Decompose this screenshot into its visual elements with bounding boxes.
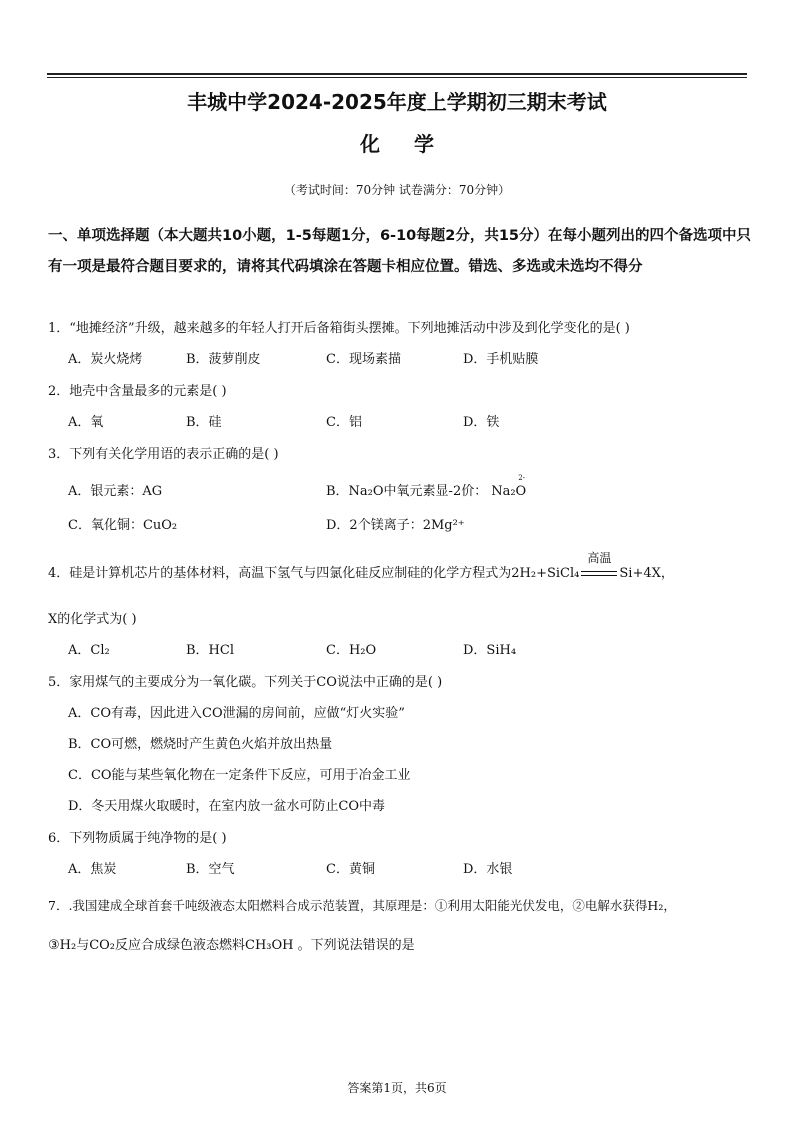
q5-option-b: B．CO可燃，燃烧时产生黄色火焰并放出热量: [68, 737, 333, 752]
header-top-rule: [47, 73, 747, 75]
question-4-stem: [48, 551, 674, 581]
q4-option-a: A．Cl₂: [68, 643, 110, 658]
q5-option-c: C．CO能与某些氧化物在一定条件下反应，可用于冶金工业: [68, 768, 411, 783]
q3-option-a: A．银元素：AG: [68, 484, 163, 499]
q2-option-b: B．硅: [186, 415, 222, 430]
q4-stem-before: 4．硅是计算机芯片的基体材料，高温下氢气与四氯化硅反应制硅的化学方程式为2H₂+SiCl₄: [48, 566, 580, 581]
page-footer: 答案第1页，共6页: [347, 1081, 447, 1095]
q1-option-a: A．炭火烧烤: [68, 352, 143, 367]
q4-option-b: B．HCl: [186, 643, 234, 658]
q3-oxide-formula: Na₂O: [491, 484, 527, 499]
section-heading: 一、单项选择题（本大题共10小题，1-5每题1分，6-10每题2分，共15分）在每小题列出的四个备选项中只有一项是最符合题目要求的，请将其代码填涂在答题卡相应位置。错选、多选或未选均不得分: [48, 228, 752, 275]
exam-info: （考试时间：70分钟 试卷满分：70分钟）: [283, 183, 511, 197]
exam-title: 丰城中学2024-2025年度上学期初三期末考试: [187, 90, 607, 114]
q3-option-c: C．氧化铜：CuO₂: [68, 518, 178, 533]
header-bottom-rule: [47, 77, 747, 78]
q4-option-d: D．SiH₄: [463, 643, 517, 658]
q6-option-a: A．焦炭: [68, 862, 117, 877]
q4-stem-after: Si+4X，: [619, 566, 674, 581]
q1-option-b: B．菠萝削皮: [186, 352, 261, 367]
q4-reaction-condition: 高温: [587, 551, 612, 565]
question-6-stem: 6．下列物质属于纯净物的是( ): [48, 831, 227, 846]
q6-option-d: D．水银: [463, 862, 513, 877]
question-7-line2: ③H₂与CO₂反应合成绿色液态燃料CH₃OH 。下列说法错误的是: [48, 938, 415, 953]
q3-oxygen-charge: 2-: [518, 474, 526, 482]
subject-title: 化学: [360, 132, 468, 156]
question-7-line1: 7．.我国建成全球首套千吨级液态太阳燃料合成示范装置，其原理是：①利用太阳能光伏发电，②电解水获得H₂，: [48, 898, 676, 913]
question-1-stem: 1．“地摊经济”升级，越来越多的年轻人打开后备箱街头摆摊。下列地摊活动中涉及到化学变化的是( ): [48, 321, 630, 336]
q3-option-b: [326, 474, 527, 499]
q3-option-d: D．2个镁离子：2Mg²⁺: [326, 518, 465, 533]
q6-option-b: B．空气: [186, 862, 235, 877]
q1-option-d: D．手机贴膜: [463, 352, 539, 367]
q4-equals-sign: [581, 571, 617, 576]
question-4-stem-line2: X的化学式为( ): [48, 612, 137, 627]
q6-option-c: C．黄铜: [326, 862, 375, 877]
q2-option-d: D．铁: [463, 415, 500, 430]
q4-option-c: C．H₂O: [326, 643, 377, 658]
question-3-stem: 3．下列有关化学用语的表示正确的是( ): [48, 447, 279, 462]
q2-option-c: C．铝: [326, 415, 362, 430]
q5-option-d: D．冬天用煤火取暖时，在室内放一盆水可防止CO中毒: [68, 799, 386, 814]
question-2-stem: 2．地壳中含量最多的元素是( ): [48, 384, 227, 399]
q3-option-b-text: B．Na₂O中氧元素显-2价：: [326, 484, 488, 499]
q3-option-b-formula-group: [491, 474, 527, 499]
q2-option-a: A．氧: [68, 415, 104, 430]
q4-reaction-arrow: [581, 551, 617, 581]
q1-option-c: C．现场素描: [326, 352, 401, 367]
question-5-stem: 5．家用煤气的主要成分为一氧化碳。下列关于CO说法中正确的是( ): [48, 675, 443, 690]
q5-option-a: A．CO有毒，因此进入CO泄漏的房间前，应做“灯火实验”: [68, 706, 405, 721]
